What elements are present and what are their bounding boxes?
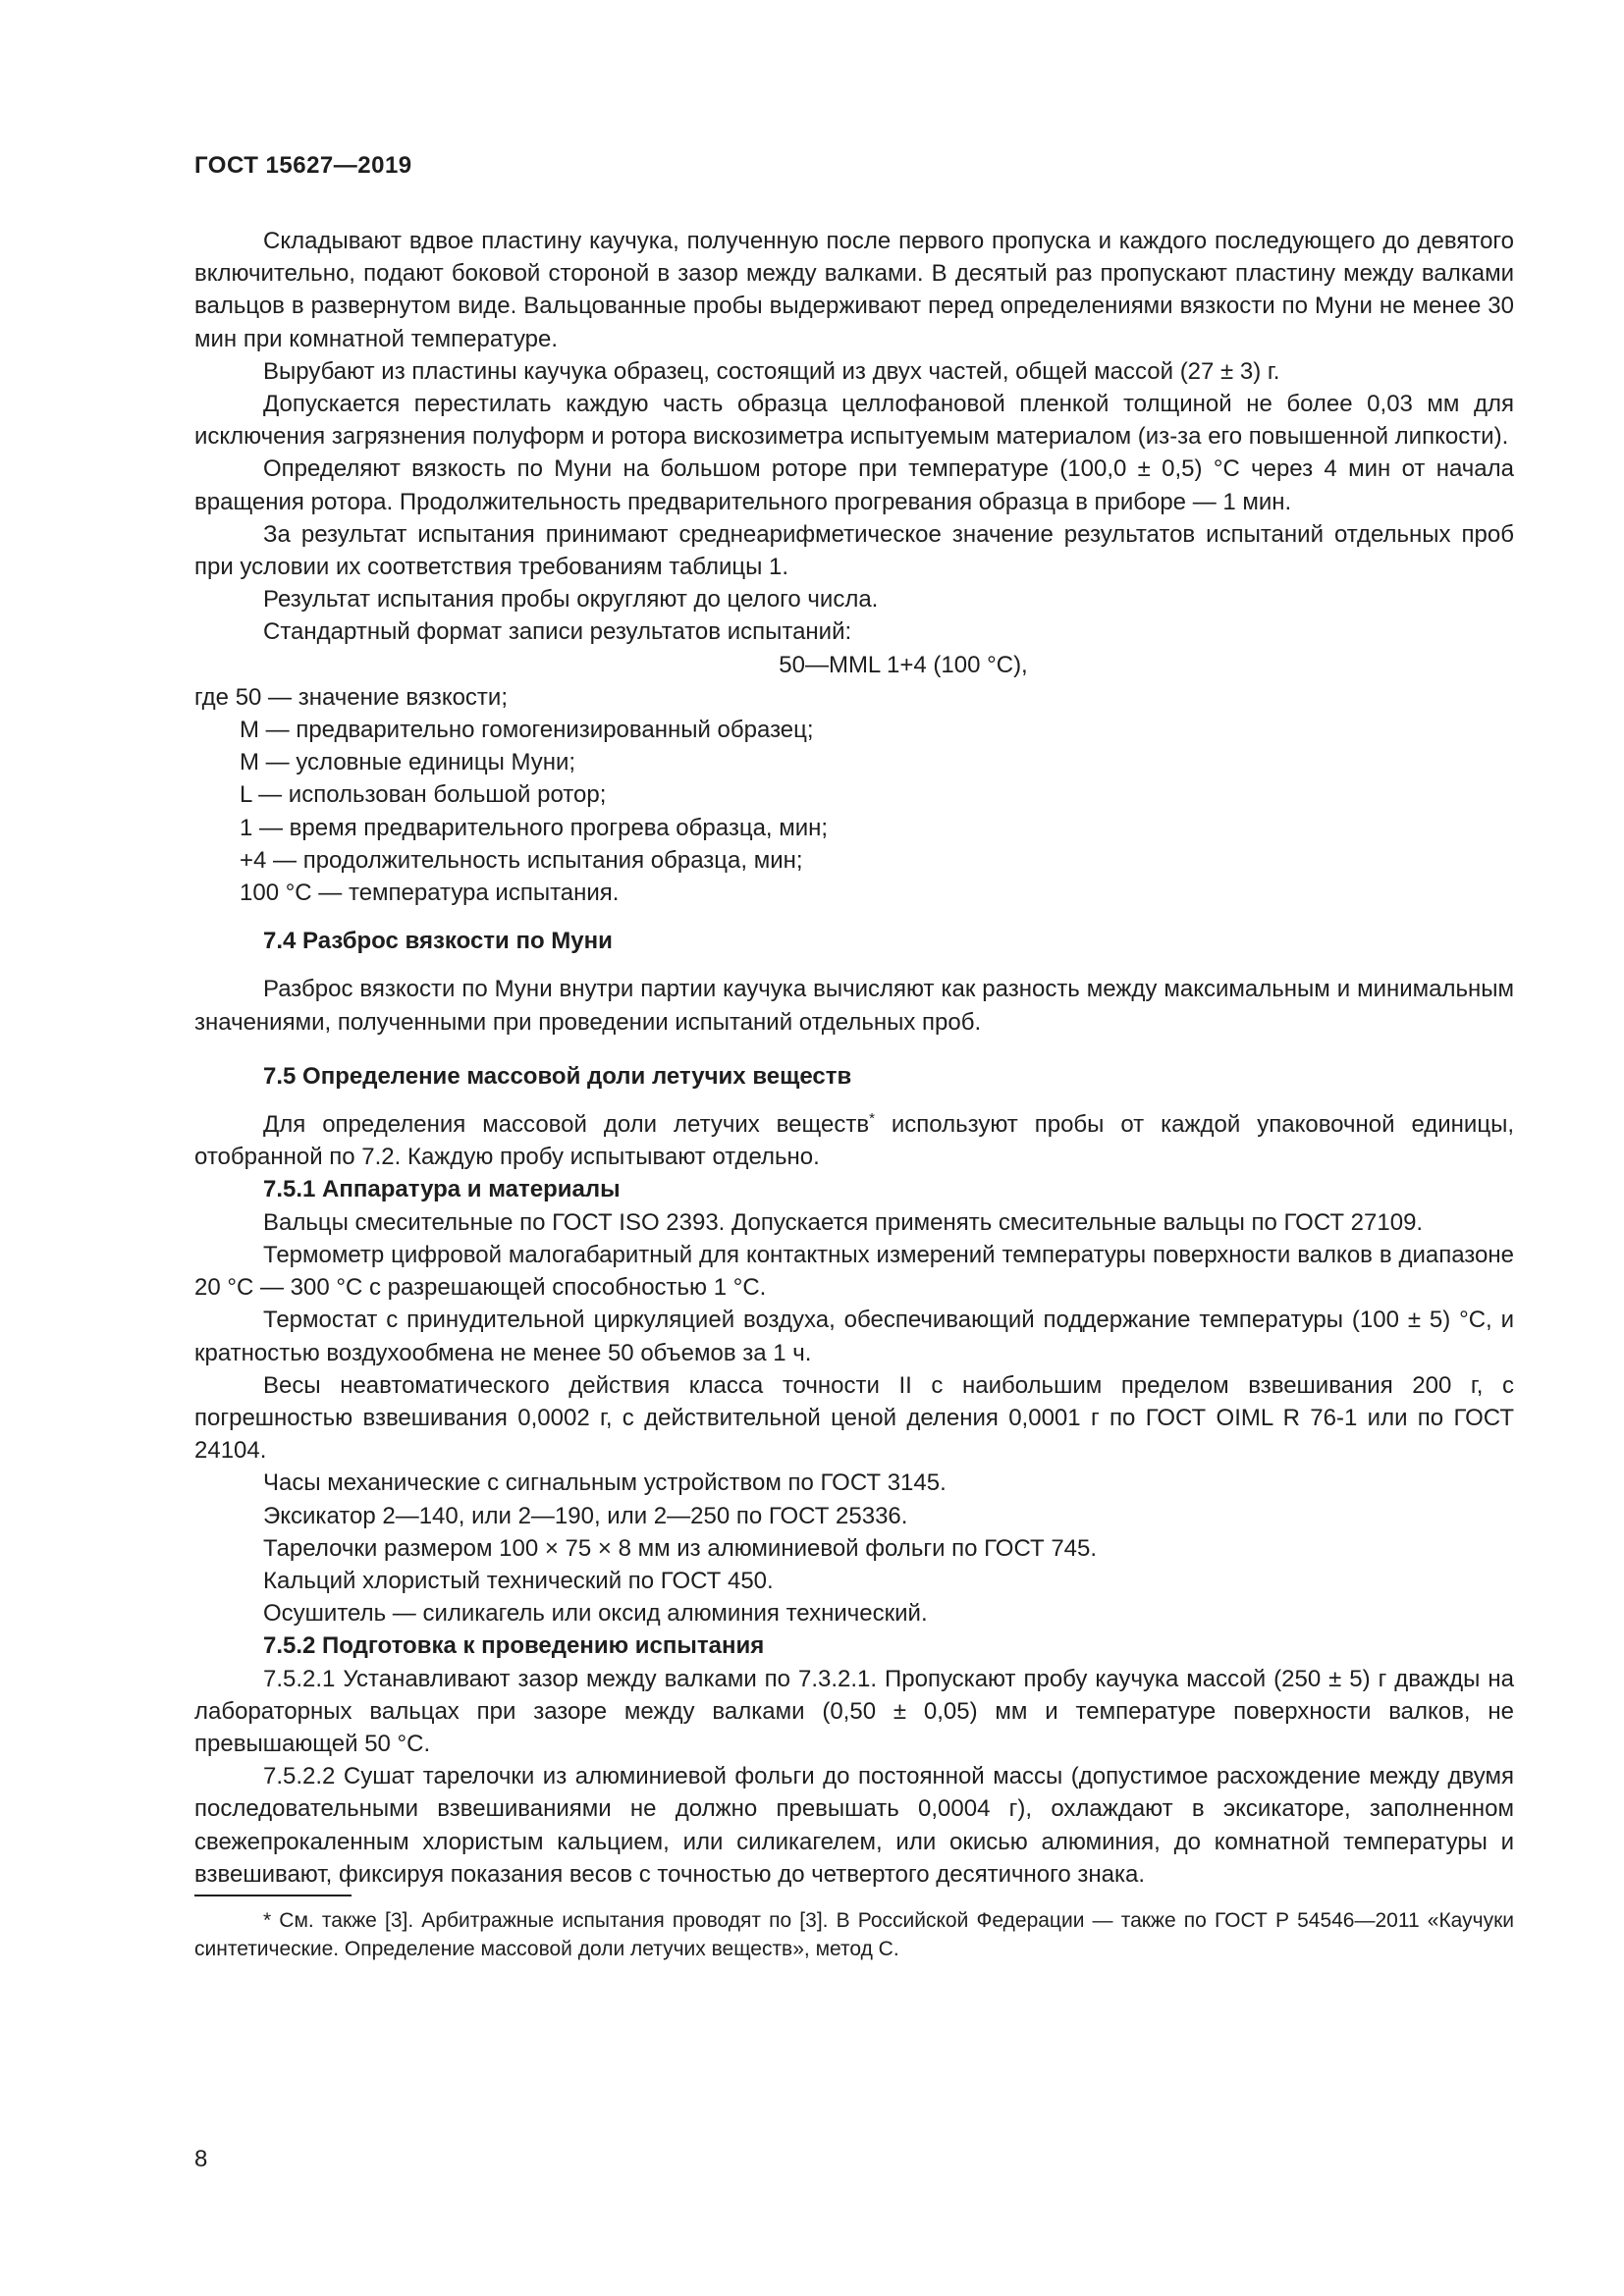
paragraph: Вальцы смесительные по ГОСТ ISO 2393. Допускается применять смесительные вальцы по ГОСТ 27109. [263, 1208, 1424, 1236]
formula: 50—MML 1+4 (100 °C), [779, 651, 1028, 678]
where-line: M — условные единицы Муни; [240, 749, 576, 776]
footnote [194, 1906, 1514, 1963]
paragraph: Осушитель — силикагель или оксид алюминия технический. [263, 1600, 928, 1628]
footnote-text: * См. также [3]. Арбитражные испытания проводят по [3]. В Российской Федерации — также по ГОСТ Р 54546—2011 «Каучуки синтетические. Определение массовой доли летучих веществ», метод С. [194, 1908, 1514, 1960]
section-heading-7-5-1: 7.5.1 Аппаратура и материалы [263, 1176, 621, 1203]
where-line: M — предварительно гомогенизированный образец; [240, 717, 814, 744]
where-line: 1 — время предварительного прогрева образца, мин; [240, 814, 829, 841]
section-heading-7-4: 7.4 Разброс вязкости по Муни [263, 928, 613, 955]
footnote-divider [194, 1895, 352, 1896]
where-line: L — использован большой ротор; [240, 781, 607, 809]
paragraph: Складывают вдвое пластину каучука, полученную после первого пропуска и каждого последующего до девятого включительно, подают боковой стороной в зазор между валками. В десятый раз пропускают пластину между валками вальцов в развернутом виде. Вальцованные пробы выдерживают перед определениями вязкости по Муни не менее 30 мин при комнатной температуре. [194, 228, 1514, 352]
paragraph: Тарелочки размером 100 × 75 × 8 мм из алюминиевой фольги по ГОСТ 745. [263, 1534, 1098, 1562]
paragraph: Кальций хлористый технический по ГОСТ 450. [263, 1567, 774, 1594]
paragraph: Термометр цифровой малогабаритный для контактных измерений температуры поверхности валков в диапазоне 20 °C — 300 °C с разрешающей способностью 1 °C. [194, 1241, 1514, 1302]
page-number: 8 [194, 2146, 208, 2172]
where-line: 100 °C — температура испытания. [240, 880, 620, 907]
paragraph: За результат испытания принимают среднеарифметическое значение результатов испытаний отдельных проб при условии их соответствия требованиям таблицы 1. [194, 520, 1514, 581]
where-line: +4 — продолжительность испытания образца, мин; [240, 846, 803, 874]
paragraph: Часы механические с сигнальным устройством по ГОСТ 3145. [263, 1469, 947, 1497]
where-line: где 50 — значение вязкости; [194, 683, 508, 711]
paragraph: Результат испытания пробы округляют до целого числа. [263, 586, 879, 614]
paragraph [194, 1108, 1514, 1173]
paragraph: Эксикатор 2—140, или 2—190, или 2—250 по ГОСТ 25336. [263, 1502, 908, 1529]
document-body [194, 225, 1514, 1963]
paragraph: Термостат с принудительной циркуляцией воздуха, обеспечивающий поддержание температуры (100 ± 5) °C, и кратностью воздухообмена не менее 50 объемов за 1 ч. [194, 1307, 1514, 1366]
text-run: используют пробы от каждой упаковочной единицы, отобранной по 7.2. Каждую пробу испытывают отдельно. [194, 1111, 1514, 1171]
paragraph: 7.5.2.2 Сушат тарелочки из алюминиевой фольги до постоянной массы (допустимое расхождение между двумя последовательными взвешиваниями не должно превышать 0,0004 г), охлаждают в эксикаторе, заполненном свежепрокаленным хлористым кальцием, или силикагелем, или окисью алюминия, до комнатной температуры и взвешивают, фиксируя показания весов с точностью до четвертого десятичного знака. [194, 1763, 1514, 1888]
paragraph: 7.5.2.1 Устанавливают зазор между валками по 7.3.2.1. Пропускают пробу каучука массой (250 ± 5) г дважды на лабораторных вальцах при зазоре между валками (0,50 ± 0,05) мм и температуре поверхности валков, не превышающей 50 °C. [194, 1665, 1514, 1757]
paragraph: Весы неавтоматического действия класса точности II с наибольшим пределом взвешивания 200 г, с погрешностью взвешивания 0,0002 г, с действительной ценой деления 0,0001 г по ГОСТ OIML R 76-1 или по ГОСТ 24104. [194, 1371, 1514, 1465]
paragraph: Стандартный формат записи результатов испытаний: [263, 618, 852, 646]
paragraph: Допускается перестилать каждую часть образца целлофановой пленкой толщиной не более 0,03 мм для исключения загрязнения полуформ и ротора вискозиметра испытуемым материалом (из-за его повышенной липкости). [194, 391, 1514, 451]
text-run: Для определения массовой доли летучих веществ [263, 1111, 870, 1139]
footnote-mark: * [869, 1110, 875, 1128]
document-header: ГОСТ 15627—2019 [194, 152, 412, 179]
section-heading-7-5-2: 7.5.2 Подготовка к проведению испытания [263, 1632, 765, 1660]
section-heading-7-5: 7.5 Определение массовой доли летучих веществ [263, 1062, 852, 1090]
paragraph: Разброс вязкости по Муни внутри партии каучука вычисляют как разность между максимальным и минимальным значениями, полученными при проведении испытаний отдельных проб. [194, 976, 1514, 1036]
paragraph: Определяют вязкость по Муни на большом роторе при температуре (100,0 ± 0,5) °C через 4 мин от начала вращения ротора. Продолжительность предварительного прогревания образца в приборе — 1 мин. [194, 455, 1514, 515]
paragraph: Вырубают из пластины каучука образец, состоящий из двух частей, общей массой (27 ± 3) г. [263, 357, 1280, 385]
